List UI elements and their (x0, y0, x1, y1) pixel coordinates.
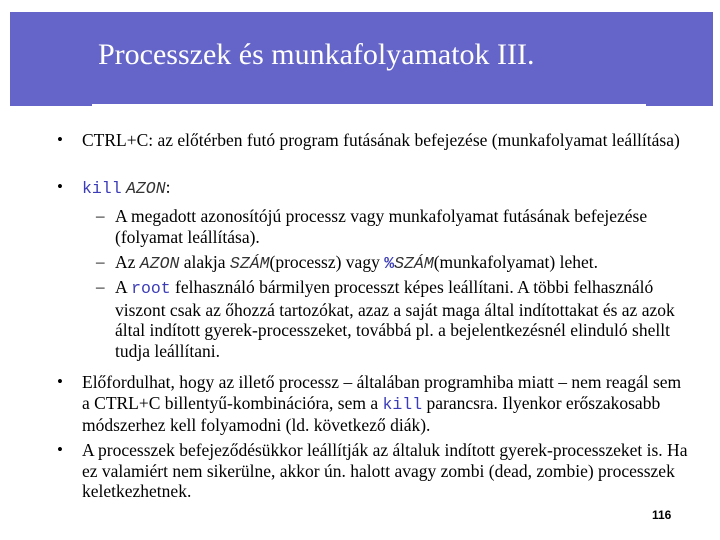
subbullet-kill-description: A megadott azonosítójú processz vagy munkafolyamat futásának befejezése (folyamat leállítása). (115, 206, 648, 247)
text-span: (processz) vagy (269, 252, 385, 272)
bullet-kill (82, 177, 690, 200)
page-number: 116 (652, 508, 672, 522)
bullet-unresponsive-process (82, 372, 690, 436)
bullet-marker: • (57, 372, 63, 391)
szam-code: SZÁM (394, 254, 434, 273)
text-span: (munkafolyamat) lehet. (433, 252, 598, 272)
bullet-kill-colon: : (165, 177, 171, 197)
text-span: Az (115, 252, 140, 272)
text-span: parancsra. Ilyenkor erőszakosabb módszerhez kell folyamodni (ld. következő diák). (82, 392, 661, 435)
bullet-marker: • (57, 440, 63, 459)
percent-code: % (384, 254, 395, 273)
dash-marker: – (96, 277, 105, 296)
text-span: A (115, 277, 132, 297)
root-code: root (131, 279, 171, 298)
subbullet-azon-format (115, 252, 700, 275)
text-span: Előfordulhat, hogy az illető processz – általában programhiba miatt – nem reagál sem a CTRL+C billentyű-kombinációra, sem a (82, 372, 682, 413)
dash-marker: – (96, 252, 105, 271)
kill-command: kill (82, 179, 122, 198)
bullet-marker: • (57, 177, 63, 196)
title-underline (92, 104, 646, 107)
text-span: felhasználó bármilyen processzt képes leállítani. A többi felhasználó viszont csak az őhozzá tartozókat, azaz a saját maga által indítottakat és az azok által indított gyerek-processzeket, továbbá pl. a bejelentkezésnél elinduló shellt tudja leállítani. (115, 277, 675, 361)
text-span: alakja (179, 252, 230, 272)
bullet-ctrl-c: CTRL+C: az előtérben futó program futásának befejezése (munkafolyamat leállítása) (82, 130, 680, 150)
azon-arg: AZON (125, 179, 166, 198)
bullet-marker: • (57, 130, 63, 149)
bullet-zombie-processes: A processzek befejeződésükkor leállítják az általuk indított gyerek-processzeket is. Ha ez valamiért nem sikerülne, akkor ún. halott avagy zombi (dead, zombie) processzek keletkezhetnek. (82, 440, 688, 501)
slide-title: Processzek és munkafolyamatok III. (98, 38, 535, 71)
dash-marker: – (96, 206, 105, 225)
kill-command: kill (382, 394, 423, 414)
subbullet-root-user (115, 277, 700, 361)
szam-code: SZÁM (229, 254, 270, 273)
azon-code: AZON (139, 254, 180, 273)
